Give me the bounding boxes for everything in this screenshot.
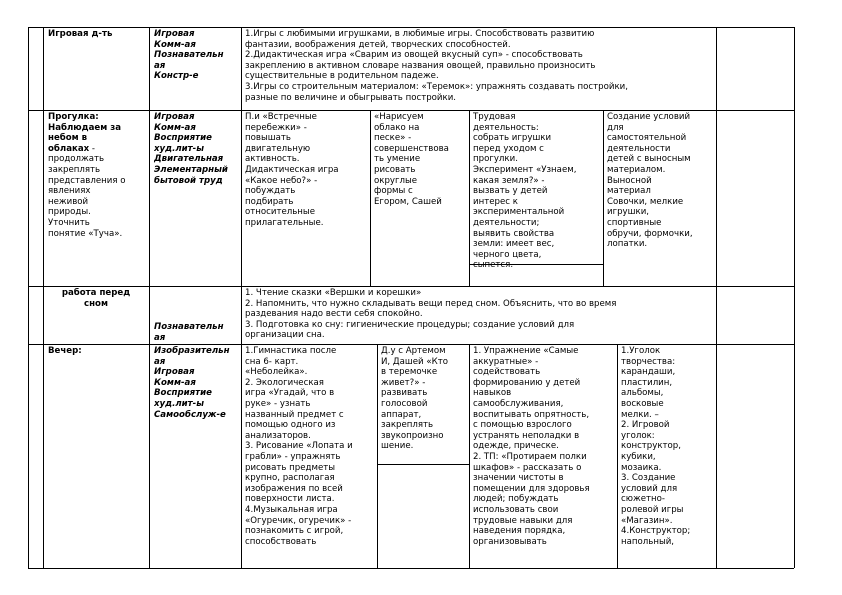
evening-col2-bottom	[377, 464, 469, 465]
game-row-content: 1.Игры с любимыми игрушками, в любимые игры. Способствовать развитию фантазии, воображения детей, творческих способностей. 2.Дидактическая игра «Сварим из овощей вкусный суп» - способствовать закреплению в активном словаре названия овощей, правильно произносить существительные в родительном падеже. 3.Игры со строительным материалом: «Теремок»: упражнять создавать постройки, разные по величине и обыгрывать постройки.	[245, 29, 628, 103]
sleep-row-content: 1. Чтение сказки «Вершки и корешки» 2. Напомнить, что нужно складывать вещи перед сном. Объяснить, что во время раздевания надо вести себя спокойно. 3. Подготовка ко сну: гигиенические процедуры; создание условий для организации сна.	[245, 288, 617, 341]
evening-row-label: Вечер:	[48, 346, 82, 356]
col-line-0	[28, 27, 29, 568]
evening-col-self-service: 1. Упражнение «Самые аккуратные» - содействовать формированию у детей навыков самообслуживания, воспитывать опрятность, с помощью взрослого устранять неполадки в одежде, прическе. 2. ТП: «Протираем полки шкафов» - рассказать о значении чистоты в помещении для здоровья людей; побуждать использовать свои трудовые навыки для наведения порядка, организовывать	[473, 346, 590, 547]
walk-col-line-b	[469, 110, 470, 286]
evening-row-areas: Изобразительн ая Игровая Комм-ая Восприятие худ.лит-ы Самообслуж-е	[154, 346, 230, 420]
evening-col-individual: Д.у с Артемом И, Дашей «Кто в теремочке живет?» - развивать голосовой аппарат, закреплять звукопроизно шение.	[381, 346, 448, 452]
col-line-3	[241, 27, 242, 568]
walk-col-labor: Трудовая деятельность: собрать игрушки перед уходом с прогулки. Эксперимент «Узнаем, какая земля?» - вызвать у детей интерес к экспериментальной деятельности; выявить свойства земли: имеет вес, черного цвета, сыпется.	[473, 112, 577, 271]
table-bottom-border	[28, 568, 794, 569]
row-divider-2	[28, 286, 794, 287]
col-line-2	[149, 27, 150, 568]
walk-col-line-c	[603, 110, 604, 286]
evening-col-line-a	[377, 344, 378, 568]
walk-col-individual: «Нарисуем облако на песке» - совершенствова ть умение рисовать округлые формы с Егором, Сашей	[374, 112, 449, 207]
evening-col-environment: 1.Уголок творчества: карандаши, пластилин, альбомы, восковые мелки. – 2. Игровой уголок: конструктор, кубики, мозаика. 3. Создание условий для сюжетно- ролевой игры «Магазин». 4.Конструктор; напольный,	[621, 346, 691, 547]
walk-label-text: - продолжать закреплять представления о явлениях неживой природы. Уточнить понятие «Туча».	[48, 143, 126, 239]
row-divider-1	[28, 110, 794, 111]
evening-col-line-b	[469, 344, 470, 568]
game-row-label: Игровая д-ть	[48, 29, 113, 39]
col-line-right-edge	[794, 27, 795, 568]
evening-col-activities: 1.Гимнастика после сна 6- карт. «Неболейка». 2. Экологическая игра «Угадай, что в руке» - узнать названный предмет с помощью одного из анализаторов. 3. Рисование «Лопата и грабли» - упражнять рисовать предметы крупно, располагая изображения по всей поверхности листа. 4.Музыкальная игра «Огуречик, огуречик» - познакомить с игрой, способствовать	[245, 346, 353, 547]
game-row-areas: Игровая Комм-ая Познавательн ая Констр-е	[154, 29, 224, 82]
walk-col-line-a	[370, 110, 371, 286]
walk-label-title: Прогулка: Наблюдаем за небом в облаках	[48, 112, 122, 154]
table-top-border	[28, 27, 794, 28]
row-divider-3	[28, 344, 794, 345]
walk-col-games: П.и «Встречные перебежки» - повышать двигательную активность. Дидактическая игра «Какое небо?» - побуждать подбирать относительные прилагательные.	[245, 112, 339, 228]
walk-row-areas: Игровая Комм-ая Восприятие худ.лит-ы Двигательная Элементарный бытовой труд	[154, 112, 228, 186]
sleep-row-areas: Познавательн ая	[154, 322, 224, 343]
sleep-row-label: работа перед сном	[61, 288, 131, 309]
walk-col-environment: Создание условий для самостоятельной деятельности детей с выносным материалом. Выносной материал Совочки, мелкие игрушки, спортивные обручи, формочки, лопатки.	[607, 112, 693, 250]
evening-col-line-c	[617, 344, 618, 568]
col-line-right-content	[716, 27, 717, 568]
walk-row-label	[48, 112, 148, 239]
